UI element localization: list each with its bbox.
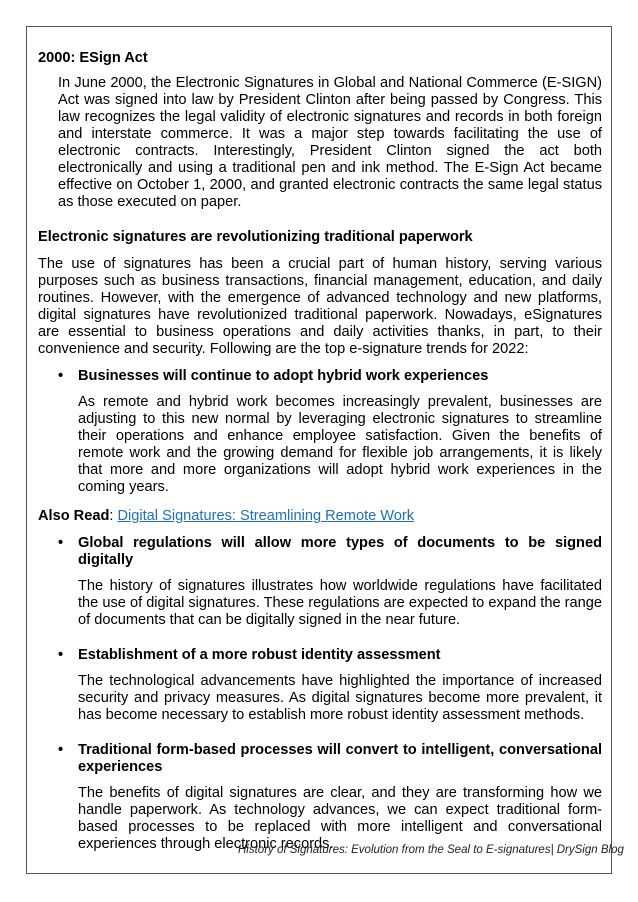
revolution-heading: Electronic signatures are revolutionizing traditional paperwork (38, 229, 473, 245)
bullet-icon: • (58, 647, 64, 663)
list-item (38, 647, 602, 724)
also-read-separator: : (109, 508, 118, 524)
also-read-link[interactable]: Digital Signatures: Streamlining Remote Work (117, 508, 415, 524)
esign-act-paragraph: In June 2000, the Electronic Signatures in Global and National Commerce (E-SIGN) Act was signed into law by President Clinton after being passed by Congress. This law recognizes the legal validity of electronic signatures and records in both foreign and interstate commerce. It was a major step towards facilitating the use of electronic contracts. Interestingly, President Clinton signed the act both electronically and using a traditional pen and ink method. The E-Sign Act became effective on October 1, 2000, and granted electronic contracts the same legal status as those executed on paper. (58, 75, 602, 210)
trend-body: The benefits of digital signatures are clear, and they are transforming how we handle paperwork. As technology advances, we can expect traditional form-based processes to be replaced with more intelligent and conversational experiences through electronic records. (78, 785, 602, 852)
list-item (38, 742, 602, 853)
document-body (38, 50, 602, 853)
also-read-label: Also Read (38, 508, 110, 524)
trend-title: Establishment of a more robust identity assessment (78, 647, 441, 663)
bullet-icon: • (58, 535, 64, 551)
list-item (38, 368, 602, 496)
trend-list-2 (38, 535, 602, 853)
trend-list-1 (38, 368, 602, 496)
trend-title: Traditional form-based processes will convert to intelligent, conversational experiences (78, 742, 602, 775)
trend-body: The history of signatures illustrates how worldwide regulations have facilitated the use of digital signatures. These regulations are expected to expand the range of documents that can be digitally signed in the near future. (78, 578, 602, 628)
revolution-paragraph: The use of signatures has been a crucial part of human history, serving various purposes such as business transactions, financial management, education, and daily routines. However, with the emergence of advanced technology and new platforms, digital signatures have revolutionized traditional paperwork. Nowadays, eSignatures are essential to business operations and daily activities thanks, in part, to their convenience and security. Following are the top e-signature trends for 2022: (38, 256, 602, 357)
also-read-line (38, 508, 602, 525)
list-item (38, 535, 602, 629)
trend-body: As remote and hybrid work becomes increasingly prevalent, businesses are adjusting to this new normal by leveraging electronic signatures to streamline their operations and enhance employee satisfaction. Given the benefits of remote work and the growing demand for flexible job arrangements, it is likely that more and more organizations will adopt hybrid work experiences in the coming years. (78, 394, 602, 495)
trend-body: The technological advancements have highlighted the importance of increased security and privacy measures. As digital signatures become more prevalent, it has become necessary to establish more robust identity assessment methods. (78, 673, 602, 723)
trend-title: Businesses will continue to adopt hybrid work experiences (78, 368, 489, 384)
trend-title: Global regulations will allow more types of documents to be signed digitally (78, 535, 602, 568)
bullet-icon: • (58, 368, 64, 384)
bullet-icon: • (58, 742, 64, 758)
esign-act-heading: 2000: ESign Act (38, 50, 148, 66)
page-footer: History of Signatures: Evolution from the Seal to E-signatures| DrySign Blog (238, 844, 624, 856)
